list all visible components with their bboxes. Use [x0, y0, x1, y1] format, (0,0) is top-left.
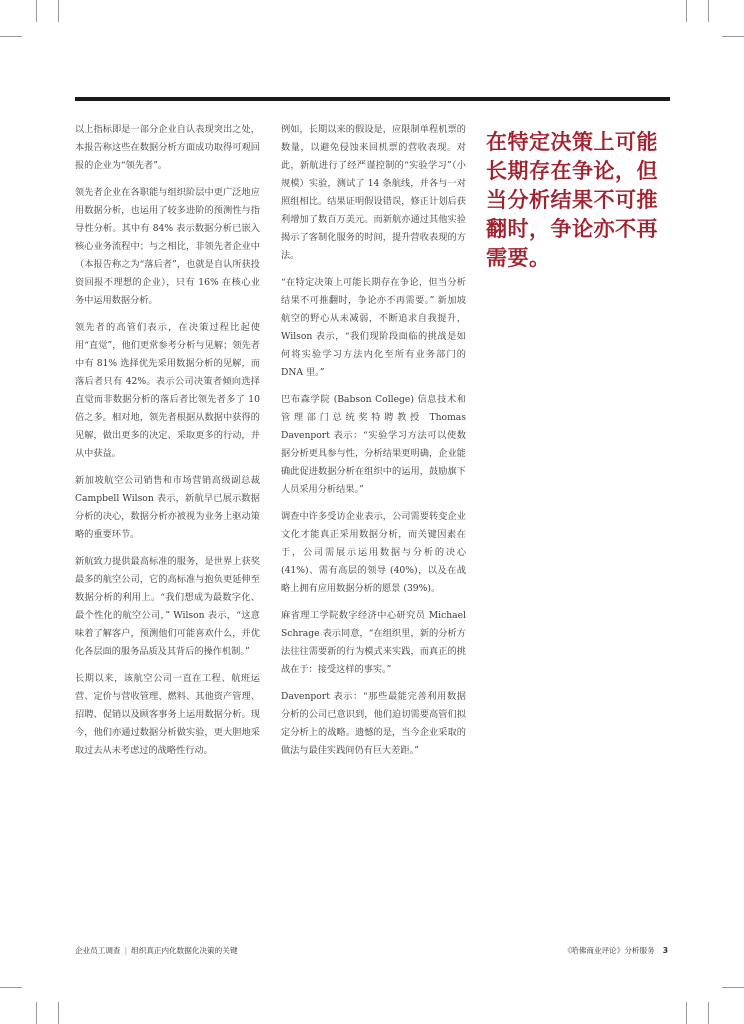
- crop-mark: [58, 1002, 59, 1024]
- crop-mark: [36, 0, 37, 22]
- body-column-1: [75, 121, 260, 769]
- crop-mark: [722, 987, 744, 988]
- crop-mark: [722, 36, 744, 37]
- footer-left: [75, 945, 237, 956]
- body-paragraph: 以上指标即是一部分企业自认表现突出之处，本报告称这些在数据分析方面成功取得可观回报的企业为“领先者”。: [75, 124, 260, 171]
- body-paragraph: 例如，长期以来的假设是，应限制单程机票的数量，以避免侵蚀来回机票的营收表现。对此，新航进行了经严谨控制的“实验学习”（小规模）实验，测试了 14 条航线，并各与一对照组相比。结果证明假设错误，修正计划后获利增加了数百万美元。而新航亦通过其他实验揭示了客制化服务的时间，提升营收表现的方法。: [281, 124, 466, 261]
- body-column-2: [281, 121, 466, 769]
- crop-mark: [0, 36, 22, 37]
- body-paragraph: 调查中许多受访企业表示，公司需要转变企业文化才能真正采用数据分析，而关键因素在于，公司需展示运用数据与分析的决心 (41%)、需有高层的领导 (40%)，以及在战略上拥有应用数据分析的愿景 (39%)。: [281, 511, 466, 594]
- crop-mark: [708, 1002, 709, 1024]
- header-rule: [75, 97, 670, 101]
- crop-mark: [58, 0, 59, 22]
- footer-publication: 《哈佛商业评论》分析服务: [563, 946, 655, 955]
- body-paragraph: 新航致力提供最高标准的服务，是世界上获奖最多的航空公司，它的高标准与抱负更延伸至数据分析的利用上。“我们想成为最数字化、最个性化的航空公司，” Wilson 表示，“这意味着了解客户，预测他们可能喜欢什么，并优化各层面的服务品质及其背后的操作机制。”: [75, 556, 260, 657]
- crop-mark: [708, 0, 709, 22]
- crop-mark: [0, 987, 22, 988]
- crop-mark: [686, 1002, 687, 1024]
- body-paragraph: 领先者企业在各职能与组织阶层中更广泛地应用数据分析，也运用了较多进阶的预测性与指导性分析。其中有 84% 表示数据分析已嵌入核心业务流程中；与之相比，非领先者企业中（本报告称之为“落后者”，也就是自认所获投资回报不理想的企业），只有 16% 在核心业务中运用数据分析。: [75, 187, 260, 306]
- footer-subtitle: 组织真正内化数据化决策的关键: [131, 946, 238, 955]
- body-paragraph: 巴布森学院 (Babson College) 信息技术和管理部门总统奖特聘教授 Thomas Davenport 表示：“实验学习方法可以使数据分析更具参与性，分析结果更明确，企业能确此促进数据分析在组织中的运用，鼓励旗下人员采用分析结果。”: [281, 394, 466, 495]
- body-paragraph: 长期以来，该航空公司一直在工程、航班运营、定价与营收管理、燃料、其他资产管理、招聘、促销以及顾客事务上运用数据分析。现今，他们亦通过数据分析做实验，更大胆地采取过去从未考虑过的战略性行动。: [75, 673, 260, 756]
- body-paragraph: “在特定决策上可能长期存在争论，但当分析结果不可推翻时，争论亦不再需要。” 新加坡航空的野心从未减弱，不断追求自我提升，Wilson 表示，“我们现阶段面临的挑战是如何将实验学习方法内化至所有业务部门的 DNA 里。”: [281, 277, 466, 378]
- body-paragraph: 领先者的高管们表示，在决策过程比起使用“直觉”，他们更常参考分析与见解；领先者中有 81% 选择优先采用数据分析的见解，而落后者只有 42%。表示公司决策者倾向选择直觉而非数据分析的落后者比领先者多了 10 倍之多。相对地，领先者根据从数据中获得的见解，做出更多的决定、采取更多的行动，并从中获益。: [75, 322, 260, 459]
- body-paragraph: 麻省理工学院数字经济中心研究员 Michael Schrage 表示同意，“在组织里，新的分析方法往往需要新的行为模式来实践，而真正的挑战在于：接受这样的事实。”: [281, 610, 466, 675]
- crop-mark: [36, 1002, 37, 1024]
- pull-quote: 在特定决策上可能长期存在争论，但当分析结果不可推翻时，争论亦不再需要。: [486, 130, 658, 270]
- crop-mark: [686, 0, 687, 22]
- body-paragraph: 新加坡航空公司销售和市场营销高级副总裁 Campbell Wilson 表示，新航早已展示数据分析的决心，数据分析亦被视为业务上驱动策略的重要环节。: [75, 475, 260, 540]
- footer-separator: |: [124, 946, 128, 955]
- page-number: 3: [662, 946, 668, 955]
- footer-title: 企业员工调查: [75, 946, 121, 955]
- body-paragraph: Davenport 表示：“那些最能完善利用数据分析的公司已意识到，他们迫切需要高管们拟定分析上的战略。遗憾的是，当今企业采取的做法与最佳实践间仍有巨大差距。”: [281, 691, 466, 756]
- footer-right: [564, 945, 668, 956]
